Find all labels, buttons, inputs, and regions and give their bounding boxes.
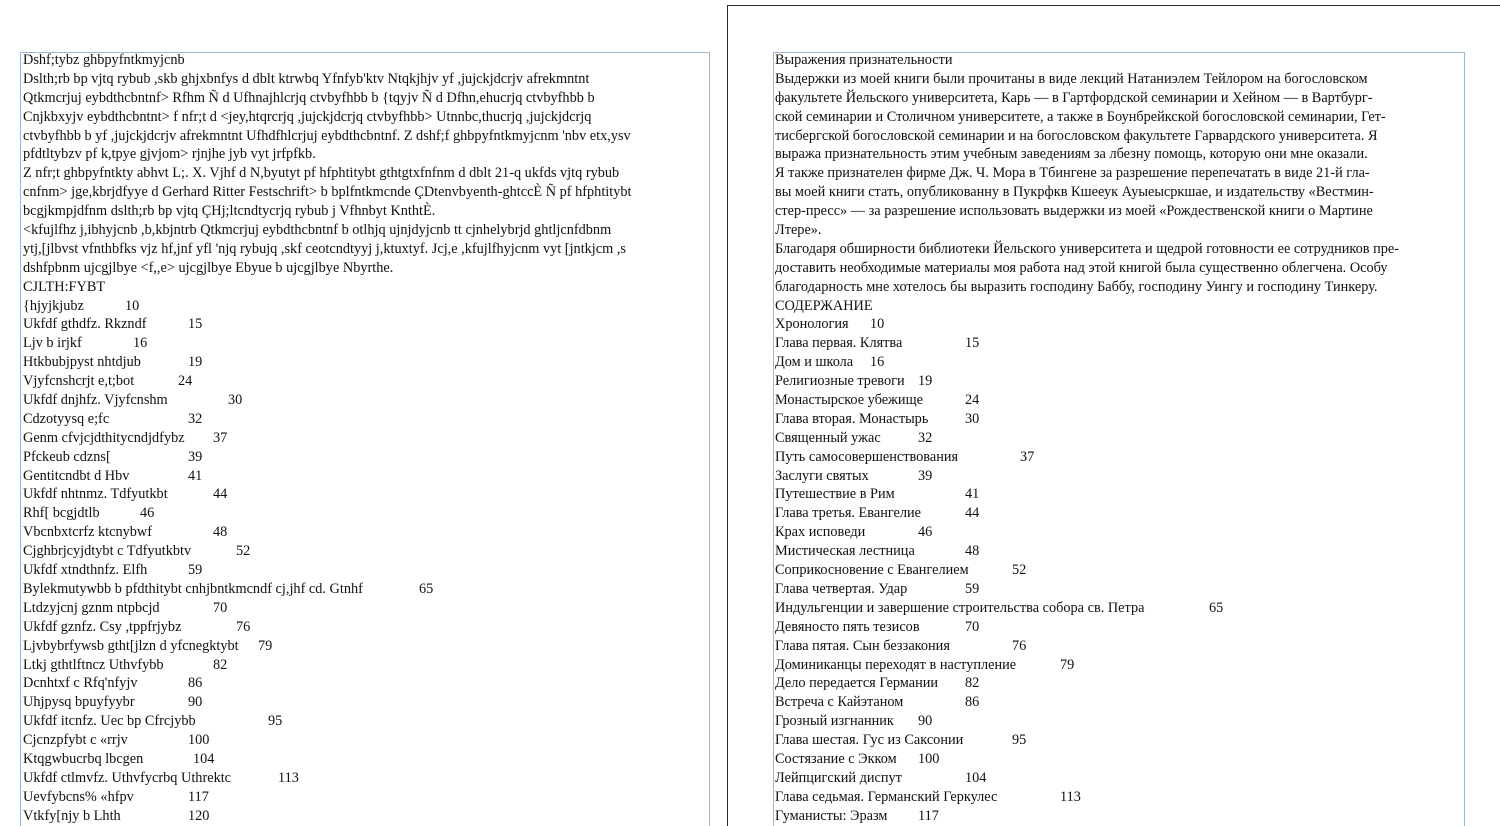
toc-entry-title: Cdzotyysq e;fc — [23, 410, 110, 427]
toc-entry-title: Монастырское убежище — [775, 392, 923, 409]
toc-entry-title: Ljv b irjkf — [23, 335, 82, 352]
toc-entry-page: 39 — [188, 448, 203, 465]
toc-entry-title: Грозный изгнанник — [775, 713, 894, 730]
toc-entry — [23, 391, 708, 410]
toc-entry — [775, 523, 1465, 542]
toc-entry-title: Дом и школа — [775, 354, 854, 371]
toc-entry — [23, 769, 708, 788]
toc-entry — [775, 637, 1465, 656]
toc-entry-title: Vtkfy[njy b Lhth — [23, 807, 121, 824]
toc-entry-title: Глава третья. Евангелие — [775, 505, 922, 522]
toc-entry — [775, 580, 1465, 599]
toc-entry — [23, 750, 708, 769]
left-text-column — [23, 51, 708, 826]
toc-entry — [23, 656, 708, 675]
toc-entry-page: 24 — [178, 373, 193, 390]
toc-entry — [775, 599, 1465, 618]
toc-entry-title: Религиозные тревоги — [775, 373, 905, 390]
toc-entry-page: 59 — [188, 562, 203, 579]
paragraph-line: dshfpbnm ujcgjlbye <f,,e> ujcgjlbye Ebyue b ujcgjlbye Nbyrthe. — [23, 259, 394, 276]
toc-entry-page: 76 — [236, 618, 251, 635]
toc-entry — [23, 580, 708, 599]
toc-entry-page: 82 — [965, 675, 980, 692]
toc-entry-page: 10 — [870, 316, 885, 333]
toc-entry-title: Cjcnzpfybt c «rrjv — [23, 732, 128, 749]
toc-entry-page: 24 — [965, 392, 980, 409]
toc-entry — [23, 561, 708, 580]
toc-entry-page: 41 — [188, 467, 203, 484]
paragraph-line: стер-пресс» — за разрешение использовать выдержки из моей «Рождественской книги о Мартине — [775, 203, 1373, 220]
toc-entry-title: Uevfybcns% «hfpv — [23, 788, 134, 805]
toc-entry-page: 65 — [419, 580, 434, 597]
toc-entry-title: Ukfdf nhtnmz. Tdfyutkbt — [23, 486, 168, 503]
paragraph-line: <kfujlfhz j,ibhyjcnb ,b,kbjntrb Qtkmcrjuj eybdthcbntnf b otlhjq ujnjdyjcnb tt cjnhelybrjd ghtljcnfdbnm — [23, 222, 612, 239]
toc-entry-title: Dcnhtxf c Rfq'nfyjv — [23, 675, 138, 692]
toc-entry-title: Крах исповеди — [775, 524, 866, 541]
toc-entry-title: Rhf[ bcgjdtlb — [23, 505, 100, 522]
toc-entry — [23, 410, 708, 429]
toc-entry-page: 79 — [258, 637, 273, 654]
toc-entry-title: Cjghbrjcyjdtybt c Tdfyutkbtv — [23, 543, 192, 560]
toc-entry — [23, 637, 708, 656]
toc-entry-title: Путешествие в Рим — [775, 486, 895, 503]
toc-entry-page: 15 — [965, 335, 980, 352]
toc-entry-title: Pfckeub cdzns[ — [23, 448, 111, 465]
toc-entry — [775, 353, 1465, 372]
toc-entry-title: Заслуги святых — [775, 467, 869, 484]
toc-entry-title: Ukfdf ctlmvfz. Uthvfycrbq Uthrektc — [23, 769, 232, 786]
toc-entry-title: Ukfdf itcnfz. Uec bp Cfrcjybb — [23, 713, 196, 730]
toc-entry — [23, 788, 708, 807]
toc-entry — [775, 712, 1465, 731]
toc-entry-title: Uhjpysq bpuyfyybr — [23, 694, 135, 711]
toc-entry-page: 86 — [188, 675, 203, 692]
toc-entry-page: 46 — [918, 524, 933, 541]
paragraph-line: ской семинарии и Столичном университете, а также в Боунбрейкской богословской семинарии, Гет- — [775, 108, 1386, 125]
toc-entry-title: Встреча с Кайэтаном — [775, 694, 904, 711]
toc-entry-page: 44 — [213, 486, 228, 503]
toc-entry-title: Ltkj gthtlftncz Uthvfybb — [23, 656, 164, 673]
toc-entry — [775, 561, 1465, 580]
toc-entry-title: Ukfdf gznfz. Csy ,tppfrjybz — [23, 618, 182, 635]
toc-entry-page: 30 — [228, 392, 243, 409]
toc-entry-title: Глава вторая. Монастырь — [775, 410, 929, 427]
toc-entry — [23, 542, 708, 561]
toc-entry-page: 104 — [193, 750, 215, 767]
toc-entry — [775, 485, 1465, 504]
toc-entry-page: 113 — [1060, 788, 1081, 805]
toc-entry — [23, 712, 708, 731]
toc-heading: СОДЕРЖАНИЕ — [775, 297, 873, 314]
toc-entry — [775, 334, 1465, 353]
toc-entry — [775, 656, 1465, 675]
toc-entry — [775, 731, 1465, 750]
paragraph-line: доставить необходимые материалы моя работа над этой книгой была существенно облегчена. Особу — [775, 259, 1388, 276]
toc-entry-page: 10 — [125, 297, 140, 314]
section-heading: Dshf;tybz ghbpyfntkmyjcnb — [23, 52, 185, 68]
toc-entry-title: Глава шестая. Гус из Саксонии — [775, 732, 964, 749]
paragraph-line: ctvbyfhbb b yf ,jujckjdcrjv afrekmntnt Ufhdfhlcrjuj eybdthcbntnf. Z dshf;f ghbpyfntkmyjcnm 'nbv etx,ysv — [23, 127, 631, 144]
toc-entry-page: 59 — [965, 580, 980, 597]
toc-entry-title: Bylekmutywbb b pfdthitybt cnhjbntkmcndf cj,jhf cd. Gtnhf — [23, 580, 363, 597]
toc-entry-title: Глава первая. Клятва — [775, 335, 903, 352]
toc-entry — [775, 769, 1465, 788]
toc-entry-page: 32 — [918, 429, 933, 446]
toc-entry-title: Дело передается Германии — [775, 675, 939, 692]
toc-entry — [23, 315, 708, 334]
toc-entry — [775, 410, 1465, 429]
toc-entry-title: Лейпцигский диспут — [775, 769, 902, 786]
toc-heading: CJLTH:FYBT — [23, 278, 106, 295]
paragraph-line: выража признательность этим учебным заведениям за лбезну помощь, которую они мне оказали. — [775, 146, 1368, 163]
paragraph-line: Выдержки из моей книги были прочитаны в виде лекций Натаниэлем Тейлором на богословском — [775, 70, 1368, 87]
toc-entry — [775, 448, 1465, 467]
toc-entry-page: 16 — [870, 354, 885, 371]
toc-entry-title: Vbcnbxtcrfz ktcnybwf — [23, 524, 153, 541]
toc-entry-page: 70 — [965, 618, 980, 635]
toc-entry-page: 76 — [1012, 637, 1027, 654]
paragraph-line: Z nfr;t ghbpyfntkty abhvt L;. X. Vjhf d N,byutyt pf hfphtitybt gthtgtxfnfnm d dblt 21-q ukfds vjtq rybub — [23, 165, 620, 182]
toc-entry — [23, 297, 708, 316]
toc-entry-title: Мистическая лестница — [775, 543, 915, 560]
toc-entry — [775, 391, 1465, 410]
toc-entry-title: Хронология — [775, 316, 849, 333]
paragraph-line: pfdtltybzv pf k,tpye gjvjom> rjnjhe jyb vyt jrfpfkb. — [23, 146, 316, 163]
toc-entry-title: Vjyfcnshcrjt e,t;bot — [23, 373, 135, 390]
toc-entry-page: 79 — [1060, 656, 1075, 673]
toc-entry — [775, 788, 1465, 807]
toc-entry-page: 37 — [213, 429, 228, 446]
toc-entry-title: Ljvbybrfywsb gtht[jlzn d yfcnegktybt — [23, 637, 239, 654]
toc-entry — [23, 448, 708, 467]
toc-entry-title: Индульгенции и завершение строительства собора св. Петра — [775, 599, 1145, 616]
paragraph-line: вы моей книги стать, опубликованну в Пукрфкв Кшееук Ауыеысркшае, и издательству «Вестмин- — [775, 184, 1374, 201]
toc-entry — [23, 372, 708, 391]
toc-entry-title: Ktqgwbucrbq lbcgen — [23, 750, 144, 767]
toc-entry-page: 100 — [918, 750, 940, 767]
toc-entry — [23, 334, 708, 353]
toc-entry-title: Ukfdf dnjhfz. Vjyfcnshm — [23, 392, 168, 409]
toc-entry-page: 104 — [965, 769, 987, 786]
paragraph-line: Dslth;rb bp vjtq rybub ,skb ghjxbnfys d dblt ktrwbq Yfnfyb'ktv Ntqkjhjv yf ,jujckjdcrjv afrekmntnt — [23, 70, 590, 87]
toc-entry-page: 19 — [188, 354, 203, 371]
toc-entry — [23, 353, 708, 372]
toc-entry-page: 70 — [213, 599, 228, 616]
toc-entry-title: Гуманисты: Эразм — [775, 807, 888, 824]
toc-entry-page: 90 — [918, 713, 933, 730]
toc-entry — [775, 429, 1465, 448]
toc-entry-page: 52 — [1012, 562, 1027, 579]
toc-entry-title: Ltdzyjcnj gznm ntpbcjd — [23, 599, 160, 616]
toc-entry-page: 48 — [213, 524, 228, 541]
paragraph-line: благодарность мне хотелось бы выразить господину Баббу, господину Уингу и господину Тинкеру. — [775, 278, 1378, 295]
paragraph-line: тисбергской богословской семинарии и на богословском факультете Гарвардского университета. Я — [775, 127, 1378, 144]
toc-entry-page: 95 — [1012, 732, 1027, 749]
toc-entry-title: Священный ужас — [775, 429, 881, 446]
paragraph-line: ytj,[jlbvst vfnthbfks vjz hf,jnf yfl 'njq rybujq ,skf ceotcndtyyj j,ktuxtyf. Jcj,e ,kfujlfhyjcnm vyt [jntkjcm ,s — [23, 240, 626, 257]
section-heading: Выражения признательности — [775, 52, 953, 68]
toc-entry-page: 46 — [140, 505, 155, 522]
toc-entry-page: 32 — [188, 410, 203, 427]
toc-entry-page: 48 — [965, 543, 980, 560]
paragraph-line: Благодаря обширности библиотеки Йельского университета и щедрой готовности ее сотрудников пре- — [775, 240, 1400, 257]
toc-entry — [23, 485, 708, 504]
toc-entry — [775, 674, 1465, 693]
toc-entry-page: 117 — [918, 807, 939, 824]
toc-entry-title: Htkbubjpyst nhtdjub — [23, 354, 141, 371]
toc-entry-page: 120 — [188, 807, 210, 824]
toc-entry-page: 117 — [188, 788, 209, 805]
paragraph-line: Я также признателен фирме Дж. Ч. Мора в Тбингене за разрешение перепечатать в виде 21-й гла- — [775, 165, 1370, 182]
toc-entry-page: 86 — [965, 694, 980, 711]
toc-entry-title: Глава седьмая. Германский Геркулес — [775, 788, 998, 805]
paragraph-line: Cnjkbxyjv eybdthcbntnt> f nfr;t d <jey,htqrcrjq ,jujckjdcrjq ctvbyfhbb> Utnnbc,thucrjq ,jujckjdcrjq — [23, 108, 592, 125]
toc-entry — [23, 504, 708, 523]
toc-entry — [775, 807, 1465, 826]
toc-entry-title: Соприкосновение с Евангелием — [775, 562, 969, 579]
toc-entry-title: Девяносто пять тезисов — [775, 618, 920, 635]
toc-entry — [23, 467, 708, 486]
toc-entry-page: 90 — [188, 694, 203, 711]
paragraph-line: Лтере». — [775, 222, 822, 239]
toc-entry — [23, 523, 708, 542]
toc-entry-page: 82 — [213, 656, 228, 673]
toc-entry-title: Genm cfvjcjdthitycndjdfybz — [23, 429, 185, 446]
toc-entry — [775, 542, 1465, 561]
paragraph-line: cnfnm> jge,kbrjdfyye d Gerhard Ritter Festschrift> b bplfntkmcnde ÇDtenvbyenth-ghtccÈ Ñ pf hfphtitybt — [23, 184, 632, 201]
toc-entry-title: Состязание с Экком — [775, 750, 897, 767]
toc-entry-title: Доминиканцы переходят в наступление — [775, 656, 1017, 673]
toc-entry-page: 65 — [1209, 599, 1224, 616]
right-text-column — [775, 51, 1465, 826]
toc-entry — [23, 693, 708, 712]
toc-entry — [775, 618, 1465, 637]
toc-entry-page: 113 — [278, 769, 299, 786]
toc-entry-page: 16 — [133, 335, 148, 352]
toc-entry — [775, 504, 1465, 523]
toc-entry-title: Путь самосовершенствования — [775, 448, 959, 465]
toc-entry — [775, 750, 1465, 769]
toc-entry-title: Ukfdf xtndthnfz. Elfh — [23, 562, 148, 579]
paragraph-line: bcgjkmpjdfnm dslth;rb bp vjtq ÇHj;ltcndtycrjq rybub j Vfhnbyt KnthtÈ. — [23, 203, 436, 220]
toc-entry — [775, 467, 1465, 486]
toc-entry-page: 100 — [188, 732, 210, 749]
toc-entry — [23, 599, 708, 618]
paragraph-line: Qtkmcrjuj eybdthcbntnf> Rfhm Ñ d Ufhnajhlcrjq ctvbyfhbb b {tqyjv Ñ d Dfhn,ehucrjq ctvbyfhbb b — [23, 89, 595, 106]
toc-entry-page: 19 — [918, 373, 933, 390]
toc-entry — [23, 429, 708, 448]
toc-entry — [23, 731, 708, 750]
toc-entry-title: {hjyjkjubz — [23, 297, 84, 314]
toc-entry — [775, 693, 1465, 712]
toc-entry — [23, 807, 708, 826]
toc-entry — [23, 618, 708, 637]
toc-entry-page: 44 — [965, 505, 980, 522]
toc-entry-page: 52 — [236, 543, 251, 560]
toc-entry — [775, 372, 1465, 391]
toc-entry — [23, 674, 708, 693]
toc-entry-title: Глава пятая. Сын беззакония — [775, 637, 950, 654]
paragraph-line: факультете Йельского университета, Карь — в Гартфордской семинарии и Хейном — в Вартбург- — [775, 89, 1373, 106]
toc-entry-page: 95 — [268, 713, 283, 730]
toc-entry-page: 39 — [918, 467, 933, 484]
toc-entry-page: 37 — [1020, 448, 1035, 465]
toc-entry-page: 30 — [965, 410, 980, 427]
toc-entry-page: 15 — [188, 316, 203, 333]
toc-entry — [775, 315, 1465, 334]
toc-entry-title: Глава четвертая. Удар — [775, 580, 908, 597]
toc-entry-title: Gentitcndbt d Hbv — [23, 467, 130, 484]
toc-entry-page: 41 — [965, 486, 980, 503]
toc-entry-title: Ukfdf gthdfz. Rkzndf — [23, 316, 147, 333]
